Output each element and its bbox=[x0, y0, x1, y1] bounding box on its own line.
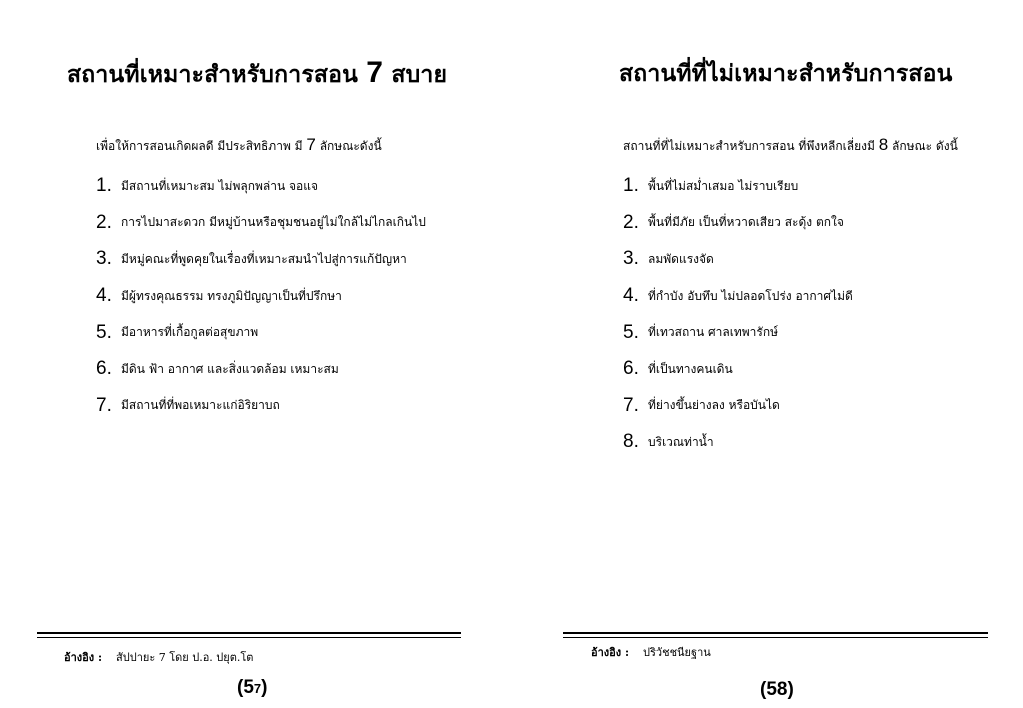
item-text: มีหมู่คณะที่พูดคุยในเรื่องที่เหมาะสมนำไปสู่การแก้ปัญหา bbox=[121, 251, 407, 266]
right-intro-prefix: สถานที่ที่ไม่เหมาะสำหรับการสอน ที่พึงหลีกเลี่ยงมี bbox=[623, 139, 879, 153]
item-text: มีสถานที่ที่พอเหมาะแก่อิริยาบถ bbox=[121, 398, 280, 413]
list-item bbox=[623, 168, 853, 205]
item-number: 7. bbox=[623, 394, 639, 416]
item-number: 4. bbox=[96, 285, 112, 307]
item-text: มีอาหารที่เกื้อกูลต่อสุขภาพ bbox=[121, 325, 259, 340]
footer-divider bbox=[37, 632, 461, 634]
list-item bbox=[96, 351, 426, 388]
left-page bbox=[0, 0, 511, 708]
list-item bbox=[96, 241, 426, 278]
item-number: 3. bbox=[96, 248, 112, 270]
list-item bbox=[96, 168, 426, 205]
item-text: บริเวณท่าน้ำ bbox=[648, 434, 714, 449]
item-number: 8. bbox=[623, 431, 639, 453]
left-page-number: (57) bbox=[237, 677, 268, 698]
list-item bbox=[623, 314, 853, 351]
item-text: พื้นที่มีภัย เป็นที่หวาดเสียว สะดุ้ง ตกใจ bbox=[648, 215, 844, 230]
item-text: ที่ย่างขึ้นย่างลง หรือบันได bbox=[648, 398, 780, 413]
right-page-title: สถานที่ที่ไม่เหมาะสำหรับการสอน bbox=[619, 60, 953, 87]
list-item bbox=[96, 314, 426, 351]
item-number: 6. bbox=[623, 358, 639, 380]
footer-divider bbox=[563, 632, 988, 634]
item-text: ที่กำบัง อับทึบ ไม่ปลอดโปร่ง อากาศไม่ดี bbox=[648, 288, 853, 303]
item-text: มีผู้ทรงคุณธรรม ทรงภูมิปัญญาเป็นที่ปรึกษา bbox=[121, 288, 342, 303]
right-reference bbox=[591, 643, 711, 661]
item-text: มีดิน ฟ้า อากาศ และสิ่งแวดล้อม เหมาะสม bbox=[121, 361, 339, 376]
item-text: พื้นที่ไม่สม่ำเสมอ ไม่ราบเรียบ bbox=[648, 178, 799, 193]
item-number: 1. bbox=[623, 175, 639, 197]
item-text: มีสถานที่เหมาะสม ไม่พลุกพล่าน จอแจ bbox=[121, 178, 319, 193]
item-number: 5. bbox=[623, 321, 639, 343]
right-page-number: (58) bbox=[760, 679, 794, 700]
list-item bbox=[96, 388, 426, 425]
left-list bbox=[96, 168, 426, 424]
left-page-title bbox=[67, 56, 447, 93]
left-intro-suffix: ลักษณะดังนี้ bbox=[315, 139, 382, 153]
left-reference bbox=[64, 648, 253, 666]
right-list bbox=[623, 168, 853, 461]
reference-label: อ้างอิง : bbox=[64, 651, 103, 664]
right-intro-number: 8 bbox=[878, 135, 889, 154]
item-number: 2. bbox=[623, 211, 639, 233]
list-item bbox=[623, 388, 853, 425]
item-text: ที่เป็นทางคนเดิน bbox=[648, 361, 733, 376]
left-intro-prefix: เพื่อให้การสอนเกิดผลดี มีประสิทธิภาพ มี bbox=[96, 139, 307, 153]
list-item bbox=[623, 241, 853, 278]
list-item bbox=[96, 278, 426, 315]
footer-divider bbox=[563, 637, 988, 638]
item-number: 2. bbox=[96, 211, 112, 233]
left-intro bbox=[96, 135, 382, 156]
footer-divider bbox=[37, 637, 461, 638]
list-item bbox=[623, 424, 853, 461]
item-text: ที่เทวสถาน ศาลเทพารักษ์ bbox=[648, 325, 778, 340]
item-number: 1. bbox=[96, 175, 112, 197]
item-number: 5. bbox=[96, 321, 112, 343]
left-intro-number: 7 bbox=[306, 135, 316, 154]
left-title-suffix: สบาย bbox=[383, 61, 448, 88]
item-text: ลมพัดแรงจัด bbox=[648, 251, 714, 266]
right-intro-suffix: ลักษณะ ดังนี้ bbox=[888, 139, 958, 153]
item-number: 3. bbox=[623, 248, 639, 270]
list-item bbox=[623, 278, 853, 315]
right-page bbox=[511, 0, 1023, 708]
item-text: การไปมาสะดวก มีหมู่บ้านหรือชุมชนอยู่ไม่ใกล้ไม่ไกลเกินไป bbox=[121, 215, 426, 230]
left-title-number: 7 bbox=[366, 56, 384, 89]
reference-label: อ้างอิง : bbox=[591, 646, 630, 659]
right-intro bbox=[623, 135, 958, 156]
item-number: 6. bbox=[96, 358, 112, 380]
reference-text: ปริวัชชนียฐาน bbox=[643, 646, 711, 659]
list-item bbox=[96, 205, 426, 242]
list-item bbox=[623, 351, 853, 388]
left-title-prefix: สถานที่เหมาะสำหรับการสอน bbox=[67, 61, 367, 88]
list-item bbox=[623, 205, 853, 242]
reference-text: สัปปายะ 7 โดย ป.อ. ปยุต.โต bbox=[116, 651, 254, 664]
item-number: 4. bbox=[623, 285, 639, 307]
item-number: 7. bbox=[96, 394, 112, 416]
